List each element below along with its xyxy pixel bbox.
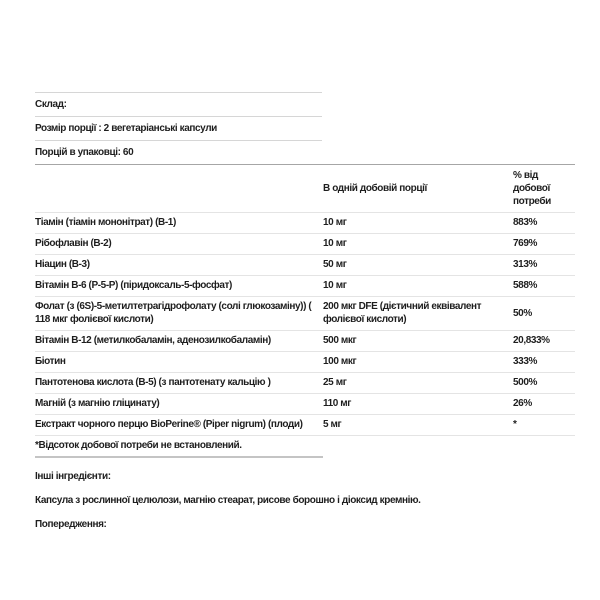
nutrient-dv: 883% — [513, 213, 575, 234]
nutrient-dv: 588% — [513, 276, 575, 297]
nutrient-name: Вітамін B-6 (P-5-P) (піридоксаль-5-фосфат) — [35, 276, 323, 297]
table-row — [35, 352, 575, 373]
nutrient-name: Вітамін B-12 (метилкобаламін, аденозилкобаламін) — [35, 331, 323, 352]
nutrient-amount: 10 мг — [323, 213, 513, 234]
other-ingredients-heading: Інші інгредієнти: — [35, 471, 111, 482]
table-row — [35, 394, 575, 415]
footnote-spacer-dv — [513, 436, 575, 458]
nutrient-amount: 110 мг — [323, 394, 513, 415]
nutrient-amount: 100 мкг — [323, 352, 513, 373]
warnings-heading: Попередження: — [35, 519, 107, 530]
table-row — [35, 276, 575, 297]
composition-row — [35, 92, 322, 116]
table-row — [35, 234, 575, 255]
servings-per-container-label: Порцій в упаковці: 60 — [35, 147, 134, 158]
nutrient-name: Біотин — [35, 352, 323, 373]
nutrient-name: Екстракт чорного перцю BioPerine® (Piper nigrum) (плоди) — [35, 415, 323, 436]
table-row — [35, 415, 575, 436]
nutrient-amount: 10 мг — [323, 234, 513, 255]
supplement-facts-content — [35, 92, 575, 531]
nutrient-name: Рібофлавін (B-2) — [35, 234, 323, 255]
header-amount: В одній добовій порції — [323, 165, 513, 213]
serving-size-label: Розмір порції : 2 вегетаріанські капсули — [35, 123, 217, 134]
nutrient-amount: 25 мг — [323, 373, 513, 394]
nutrient-dv: * — [513, 415, 575, 436]
nutrient-amount: 50 мг — [323, 255, 513, 276]
nutrient-amount: 10 мг — [323, 276, 513, 297]
nutrient-name: Фолат (з (6S)-5-метилтетрагідрофолату (солі глюкозаміну)) ( 118 мкг фолієвої кислоти) — [35, 297, 323, 331]
header-row — [35, 165, 575, 213]
footnote-section — [35, 436, 575, 458]
footnote-spacer-amount — [323, 436, 513, 458]
nutrient-amount: 500 мкг — [323, 331, 513, 352]
nutrient-dv: 333% — [513, 352, 575, 373]
table-row — [35, 213, 575, 234]
nutrient-name: Тіамін (тіамін мононітрат) (B-1) — [35, 213, 323, 234]
nutrient-table — [35, 164, 575, 458]
nutrient-name: Ніацин (B-3) — [35, 255, 323, 276]
nutrient-name: Пантотенова кислота (B-5) (з пантотенату кальцію ) — [35, 373, 323, 394]
nutrient-dv: 26% — [513, 394, 575, 415]
nutrient-dv: 20,833% — [513, 331, 575, 352]
table-row — [35, 373, 575, 394]
nutrient-dv: 313% — [513, 255, 575, 276]
table-row — [35, 255, 575, 276]
nutrient-rows — [35, 213, 575, 436]
nutrient-table-header — [35, 165, 575, 213]
nutrient-dv: 769% — [513, 234, 575, 255]
header-daily-value: % від добової потреби — [513, 165, 575, 213]
servings-per-container-row — [35, 140, 322, 164]
nutrient-amount: 5 мг — [323, 415, 513, 436]
nutrient-dv: 50% — [513, 297, 575, 331]
footnote-text: *Відсоток добової потреби не встановлений. — [35, 436, 323, 458]
composition-label: Склад: — [35, 99, 67, 110]
nutrient-amount: 200 мкг DFE (дієтичний еквівалент фолієвої кислоти) — [323, 297, 513, 331]
nutrient-name: Магній (з магнію гліцинату) — [35, 394, 323, 415]
table-row — [35, 297, 575, 331]
table-row — [35, 331, 575, 352]
nutrient-dv: 500% — [513, 373, 575, 394]
other-ingredients-text: Капсула з рослинної целюлози, магнію стеарат, рисове борошно і діоксид кремнію. — [35, 495, 421, 506]
footnote-row — [35, 436, 575, 458]
serving-size-row — [35, 116, 322, 140]
header-spacer — [35, 165, 323, 213]
